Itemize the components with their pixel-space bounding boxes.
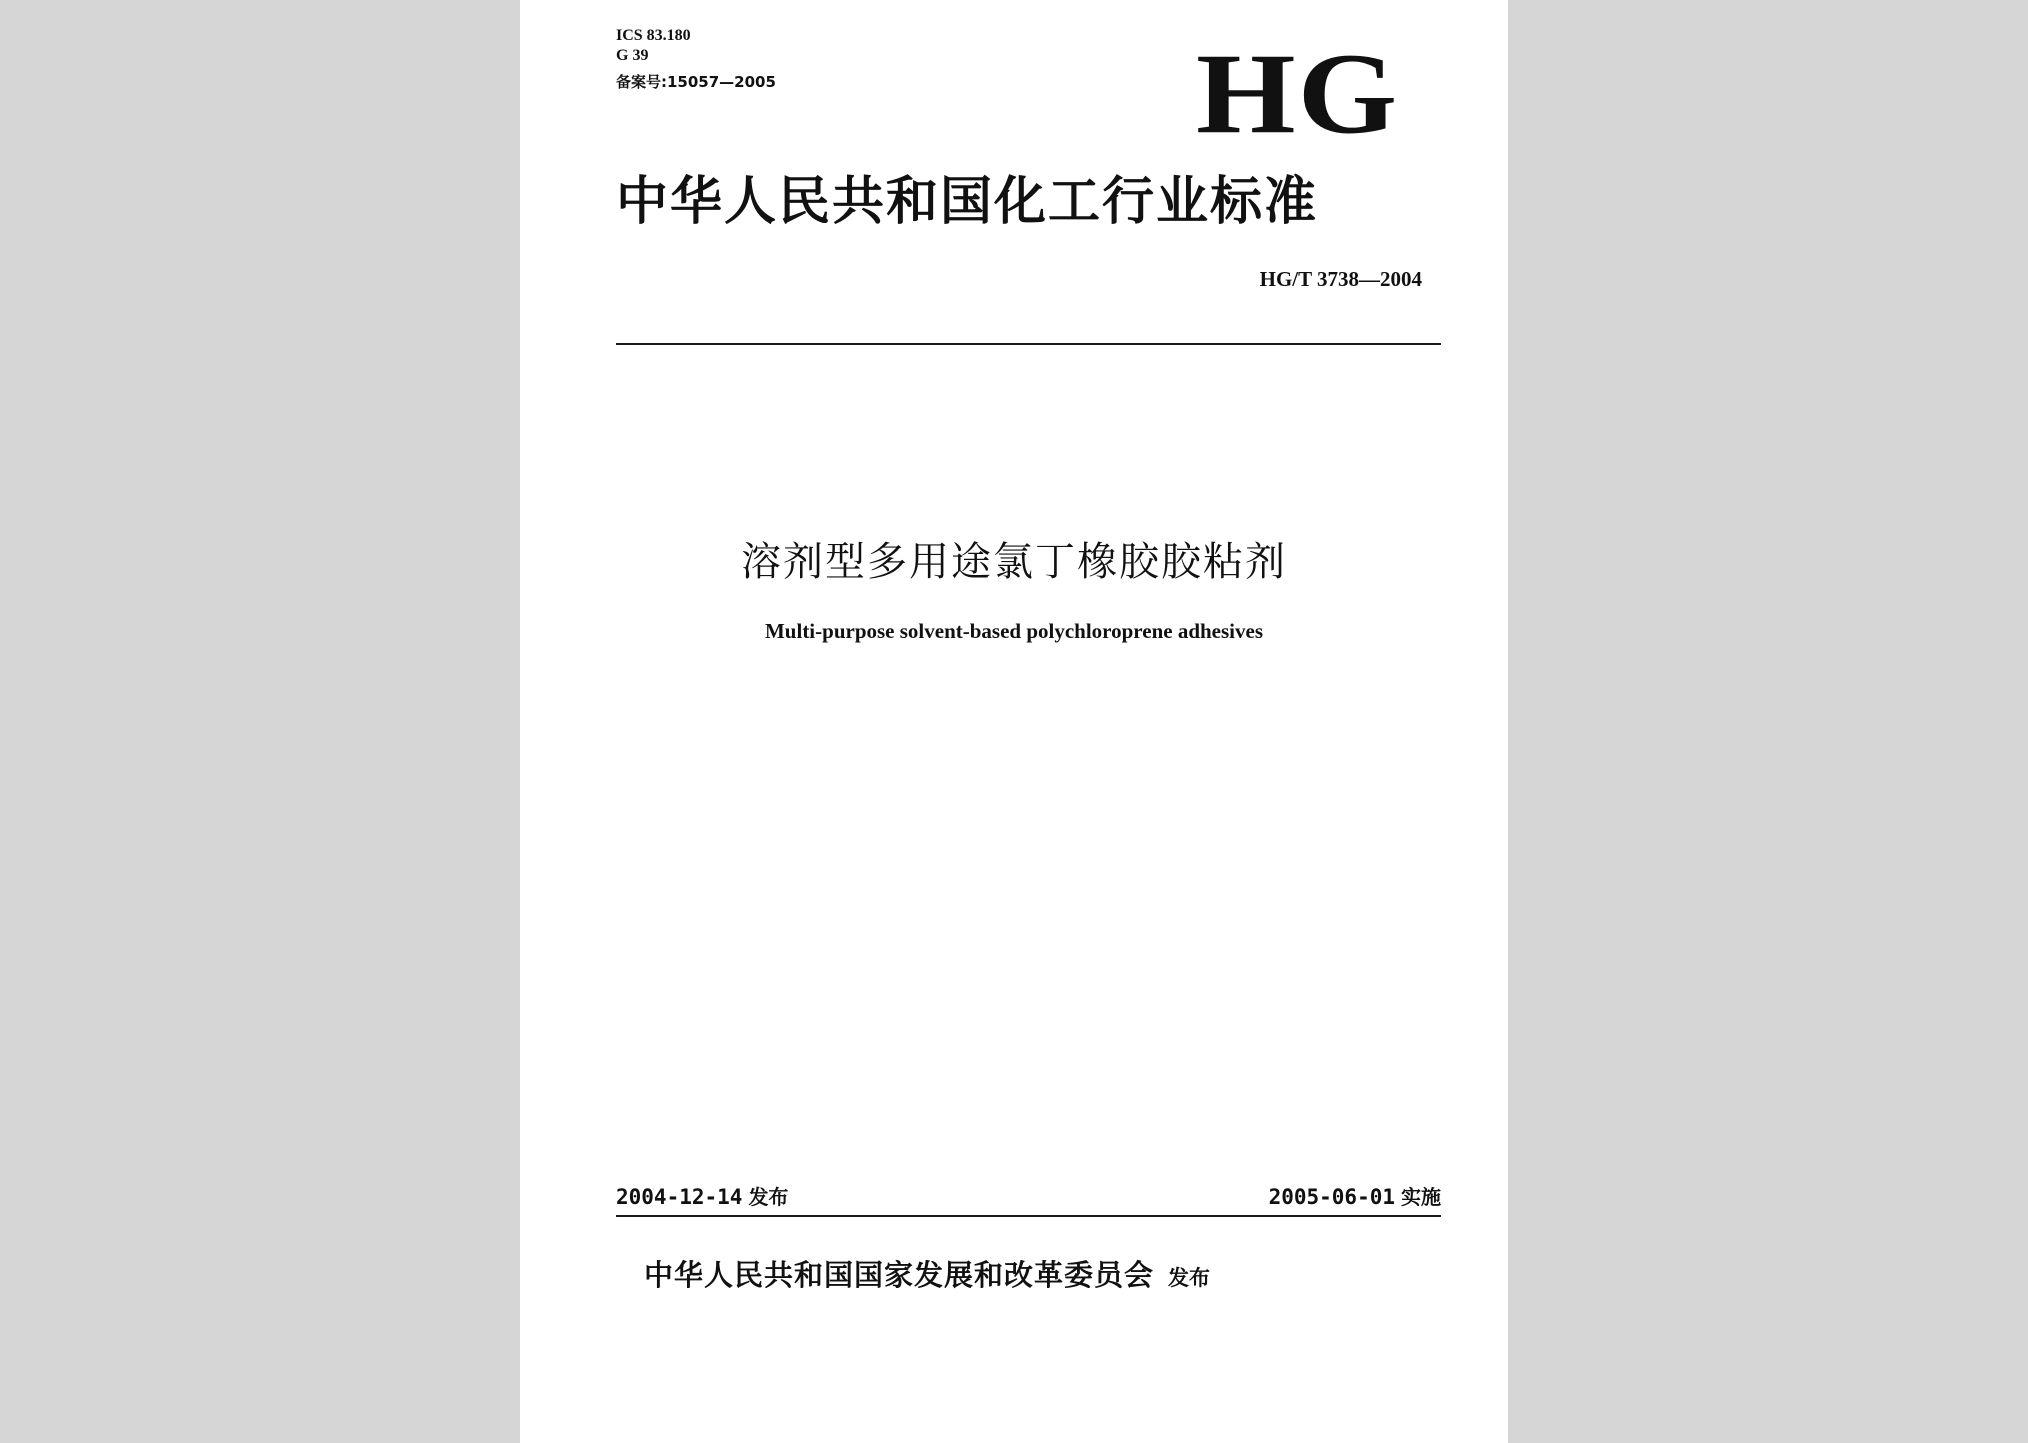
implementation-label: 实施 xyxy=(1401,1185,1441,1209)
issuer-line xyxy=(644,1255,1210,1295)
issue-date-line xyxy=(616,1183,788,1211)
issue-label: 发布 xyxy=(748,1185,789,1209)
issue-date: 2004-12-14 xyxy=(616,1185,743,1209)
ics-code: ICS 83.180 xyxy=(616,27,691,44)
top-divider xyxy=(616,343,1441,345)
document-name-cn: 溶剂型多用途氯丁橡胶胶粘剂 xyxy=(741,539,1287,585)
document-name-en: Multi-purpose solvent-based polychloroprene adhesives xyxy=(764,619,1263,643)
issuer-name: 中华人民共和国国家发展和改革委员会 xyxy=(644,1258,1155,1292)
implementation-date: 2005-06-01 xyxy=(1268,1185,1395,1209)
bottom-divider xyxy=(616,1215,1441,1217)
ccs-code: G 39 xyxy=(616,47,649,64)
implementation-date-line xyxy=(1269,1183,1441,1211)
hg-logo: HG xyxy=(1196,29,1400,158)
standard-type-title: 中华人民共和国化工行业标准 xyxy=(616,171,1319,232)
issuer-label: 发布 xyxy=(1168,1266,1211,1290)
standard-number: HG/T 3738—2004 xyxy=(1259,267,1422,291)
standard-cover-page xyxy=(520,0,1508,1443)
record-number: 备案号:15057—2005 xyxy=(616,73,776,91)
